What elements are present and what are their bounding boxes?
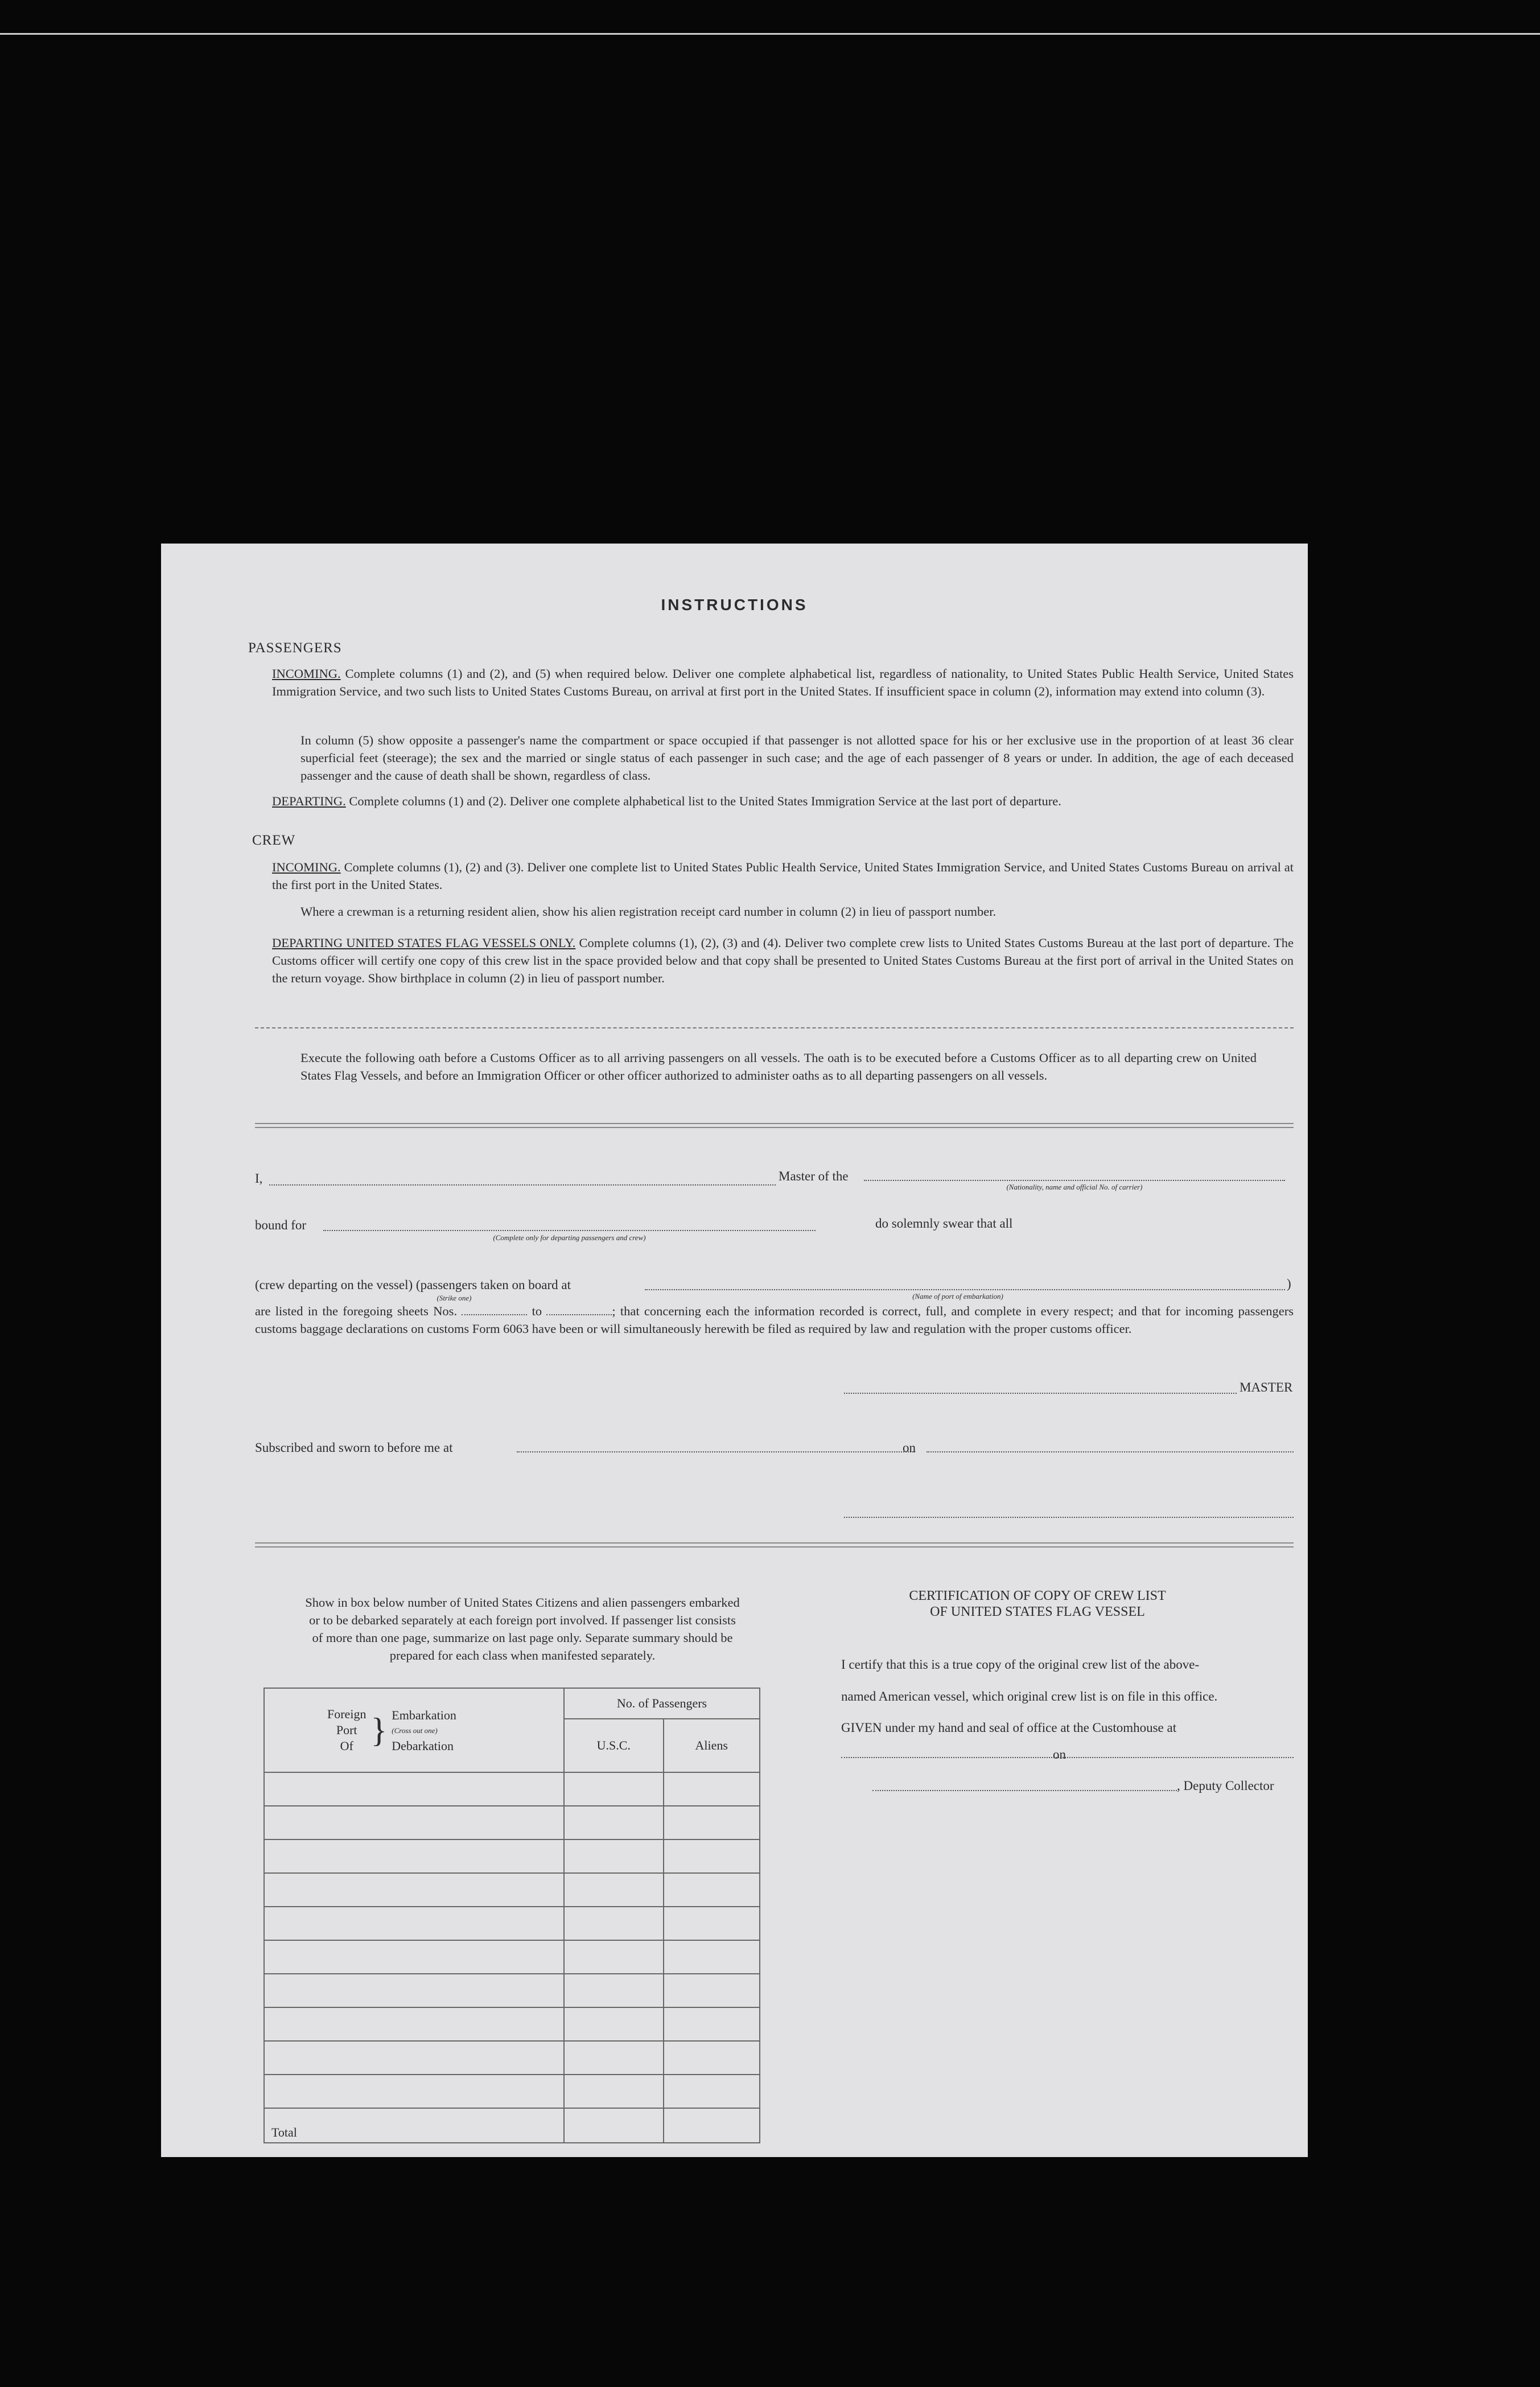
- cross-out-caption: (Cross out one): [392, 1726, 438, 1735]
- summary-instructions: Show in box below number of United States Citizens and alien passengers embarked or to be debarked separately at each foreign port involved. If passenger list consists of more than one page, summarize on last page only. Separate summary should be prepared for each class when manifested separately.: [305, 1595, 740, 1662]
- aliens-cell[interactable]: [664, 1839, 760, 1873]
- bound-for-label: bound for: [255, 1218, 307, 1232]
- crew-departing-label-oath: (crew departing on the vessel) (passengers taken on board at: [255, 1278, 571, 1292]
- port-cell[interactable]: [264, 1873, 564, 1907]
- of-label: Of: [340, 1739, 353, 1753]
- usc-cell[interactable]: [564, 2041, 664, 2075]
- usc-cell[interactable]: [564, 1940, 664, 1974]
- certification-on-label: on: [1053, 1747, 1066, 1762]
- bound-for-caption: (Complete only for departing passengers and crew): [493, 1233, 646, 1242]
- document-page: [161, 544, 1308, 2157]
- certification-line2: named American vessel, which original crew list is on file in this office.: [841, 1689, 1218, 1703]
- aliens-cell[interactable]: [664, 2007, 760, 2041]
- aliens-cell[interactable]: [664, 2075, 760, 2108]
- master-label: MASTER: [1240, 1380, 1293, 1394]
- sheet-from-line[interactable]: [462, 1304, 527, 1315]
- aliens-cell[interactable]: [664, 1907, 760, 1940]
- aliens-header: Aliens: [664, 1719, 760, 1772]
- table-row: [264, 1907, 760, 1940]
- usc-cell[interactable]: [564, 1806, 664, 1839]
- crew-incoming-paragraph: [272, 858, 1294, 894]
- subscribed-place-line[interactable]: [517, 1451, 915, 1452]
- usc-cell[interactable]: [564, 2075, 664, 2108]
- certification-line1: I certify that this is a true copy of the original crew list of the above-: [841, 1657, 1200, 1672]
- certification-line3: GIVEN under my hand and seal of office at the Customhouse at: [841, 1721, 1177, 1735]
- port-cell[interactable]: [264, 1806, 564, 1839]
- strike-one-caption: (Strike one): [437, 1294, 472, 1302]
- table-row: [264, 2007, 760, 2041]
- page-title: INSTRUCTIONS: [661, 596, 808, 614]
- port-label: Port: [336, 1723, 357, 1737]
- aliens-cell[interactable]: [664, 1873, 760, 1907]
- sheet-to-line[interactable]: [546, 1304, 612, 1315]
- total-label: Total: [264, 2108, 564, 2143]
- foreign-port-header: [264, 1688, 564, 1772]
- master-signature-line[interactable]: [844, 1393, 1237, 1394]
- crew-incoming-label: INCOMING.: [272, 860, 341, 874]
- table-row: [264, 1839, 760, 1873]
- aliens-cell[interactable]: [664, 1940, 760, 1974]
- usc-cell[interactable]: [564, 2007, 664, 2041]
- aliens-cell[interactable]: [664, 2041, 760, 2075]
- table-row: [264, 2041, 760, 2075]
- certification-title-line2: OF UNITED STATES FLAG VESSEL: [930, 1604, 1145, 1619]
- usc-cell[interactable]: [564, 1907, 664, 1940]
- table-row: [264, 1873, 760, 1907]
- bound-for-line[interactable]: [323, 1230, 816, 1231]
- crew-departing-label: DEPARTING UNITED STATES FLAG VESSELS ONLY.: [272, 936, 576, 950]
- passenger-summary-table: [263, 1688, 760, 2143]
- listed-to-label: to: [532, 1304, 542, 1318]
- crew-incoming-text: Complete columns (1), (2) and (3). Deliver one complete list to United States Public Health Service, United States Immigration Service, and United States Customs Bureau on arrival at the first port in the United States.: [272, 860, 1294, 892]
- listed-label: are listed in the foregoing sheets Nos.: [255, 1304, 458, 1318]
- crew-heading: CREW: [252, 833, 296, 848]
- oath-i-label: I,: [255, 1171, 263, 1186]
- officer-signature-line[interactable]: [844, 1517, 1294, 1518]
- port-embarkation-line[interactable]: [645, 1289, 1285, 1290]
- oath-divider: [255, 1123, 1294, 1128]
- port-cell[interactable]: [264, 1974, 564, 2007]
- usc-cell[interactable]: [564, 1974, 664, 2007]
- passengers-column5-paragraph: In column (5) show opposite a passenger's name the compartment or space occupied if that passenger is not allotted space for his or her exclusive use in the proportion of at least 36 clear superficial feet (steerage); the sex and the married or single status of each passenger in such case; and the age of each passenger of 8 years or under. In addition, the age of each deceased passenger and the cause of death shall be shown, regardless of class.: [300, 733, 1294, 783]
- subscribed-label: Subscribed and sworn to before me at: [255, 1441, 453, 1455]
- debarkation-label: Debarkation: [392, 1738, 454, 1753]
- nationality-caption: (Nationality, name and official No. of carrier): [1006, 1183, 1143, 1191]
- master-of-label: Master of the: [779, 1169, 849, 1183]
- table-row: [264, 1806, 760, 1839]
- passengers-incoming-paragraph: [272, 665, 1294, 700]
- subscribed-on-label: on: [903, 1441, 916, 1455]
- passengers-heading: PASSENGERS: [248, 640, 342, 656]
- port-cell[interactable]: [264, 1907, 564, 1940]
- section-divider: [255, 1027, 1294, 1028]
- certification-title: [816, 1588, 1259, 1620]
- port-cell[interactable]: [264, 1839, 564, 1873]
- no-passengers-header: No. of Passengers: [564, 1688, 760, 1719]
- aliens-cell[interactable]: [664, 1806, 760, 1839]
- port-cell[interactable]: [264, 2007, 564, 2041]
- port-cell[interactable]: [264, 2041, 564, 2075]
- deputy-signature-line[interactable]: [872, 1790, 1177, 1791]
- passengers-departing-text: Complete columns (1) and (2). Deliver one complete alphabetical list to the United States Immigration Service at the last port of departure.: [349, 794, 1061, 808]
- do-swear-label: do solemnly swear that all: [875, 1216, 1013, 1230]
- listed-paragraph: [255, 1302, 1294, 1337]
- port-cell[interactable]: [264, 2075, 564, 2108]
- aliens-cell[interactable]: [664, 1974, 760, 2007]
- subscribed-date-line[interactable]: [927, 1451, 1294, 1452]
- usc-header: U.S.C.: [564, 1719, 664, 1772]
- crew-departing-text: Complete columns (1), (2), (3) and (4). Deliver two complete crew lists to United States Customs Bureau at the last port of departure. The Customs officer will certify one copy of this crew list in the space provided below and that copy shall be presented to United States Customs Bureau at the first port of arrival in the United States on the return voyage. Show birthplace in column (2) in lieu of passport number.: [272, 936, 1294, 985]
- crew-resident-paragraph: Where a crewman is a returning resident alien, show his alien registration receipt card number in column (2) in lieu of passport number.: [300, 904, 997, 919]
- passengers-incoming-text: Complete columns (1) and (2), and (5) when required below. Deliver one complete alphabetical list, regardless of nationality, to United States Public Health Service, United States Immigration Service, and two such lists to United States Customs Bureau, on arrival at first port in the United States. If insufficient space in column (2), information may extend into column (3).: [272, 666, 1294, 698]
- port-cell[interactable]: [264, 1772, 564, 1806]
- port-caption: (Name of port of embarkation): [912, 1292, 1003, 1300]
- table-row: [264, 1940, 760, 1974]
- aliens-total-cell[interactable]: [664, 2108, 760, 2143]
- passengers-departing-label: DEPARTING.: [272, 794, 346, 808]
- crew-departing-paragraph: [272, 934, 1294, 987]
- close-paren: ): [1287, 1277, 1291, 1291]
- usc-cell[interactable]: [564, 1873, 664, 1907]
- passengers-incoming-label: INCOMING.: [272, 666, 341, 681]
- foreign-label: Foreign: [327, 1707, 367, 1721]
- brace-glyph: }: [370, 1711, 388, 1749]
- usc-cell[interactable]: [564, 1772, 664, 1806]
- aliens-cell[interactable]: [664, 1772, 760, 1806]
- passengers-departing-paragraph: [272, 792, 1294, 810]
- carrier-line[interactable]: [864, 1180, 1285, 1181]
- table-row: [264, 2075, 760, 2108]
- table-row: [264, 1772, 760, 1806]
- master-name-line[interactable]: [269, 1184, 776, 1186]
- scan-edge-line: [0, 33, 1540, 35]
- lower-divider: [255, 1542, 1294, 1548]
- total-row: [264, 2108, 760, 2143]
- deputy-collector-label: , Deputy Collector: [1177, 1779, 1274, 1793]
- certification-title-line1: CERTIFICATION OF COPY OF CREW LIST: [909, 1588, 1166, 1603]
- table-row: [264, 1974, 760, 2007]
- oath-intro-paragraph: Execute the following oath before a Customs Officer as to all arriving passengers on all vessels. The oath is to be executed before a Customs Officer as to all departing crew on United States Flag Vessels, and before an Immigration Officer or other officer authorized to administer oaths as to all departing passengers on all vessels.: [300, 1051, 1257, 1083]
- usc-cell[interactable]: [564, 1839, 664, 1873]
- certification-date-line[interactable]: [1072, 1757, 1294, 1758]
- usc-total-cell[interactable]: [564, 2108, 664, 2143]
- embarkation-label: Embarkation: [392, 1707, 456, 1722]
- port-cell[interactable]: [264, 1940, 564, 1974]
- listed-statement: ; that concerning each the information recorded is correct, full, and complete in every respect; and that for incoming passengers customs baggage declarations on customs Form 6063 have been or will simultaneously herewith be filed as required by law and regulation with the proper customs officer.: [255, 1304, 1294, 1336]
